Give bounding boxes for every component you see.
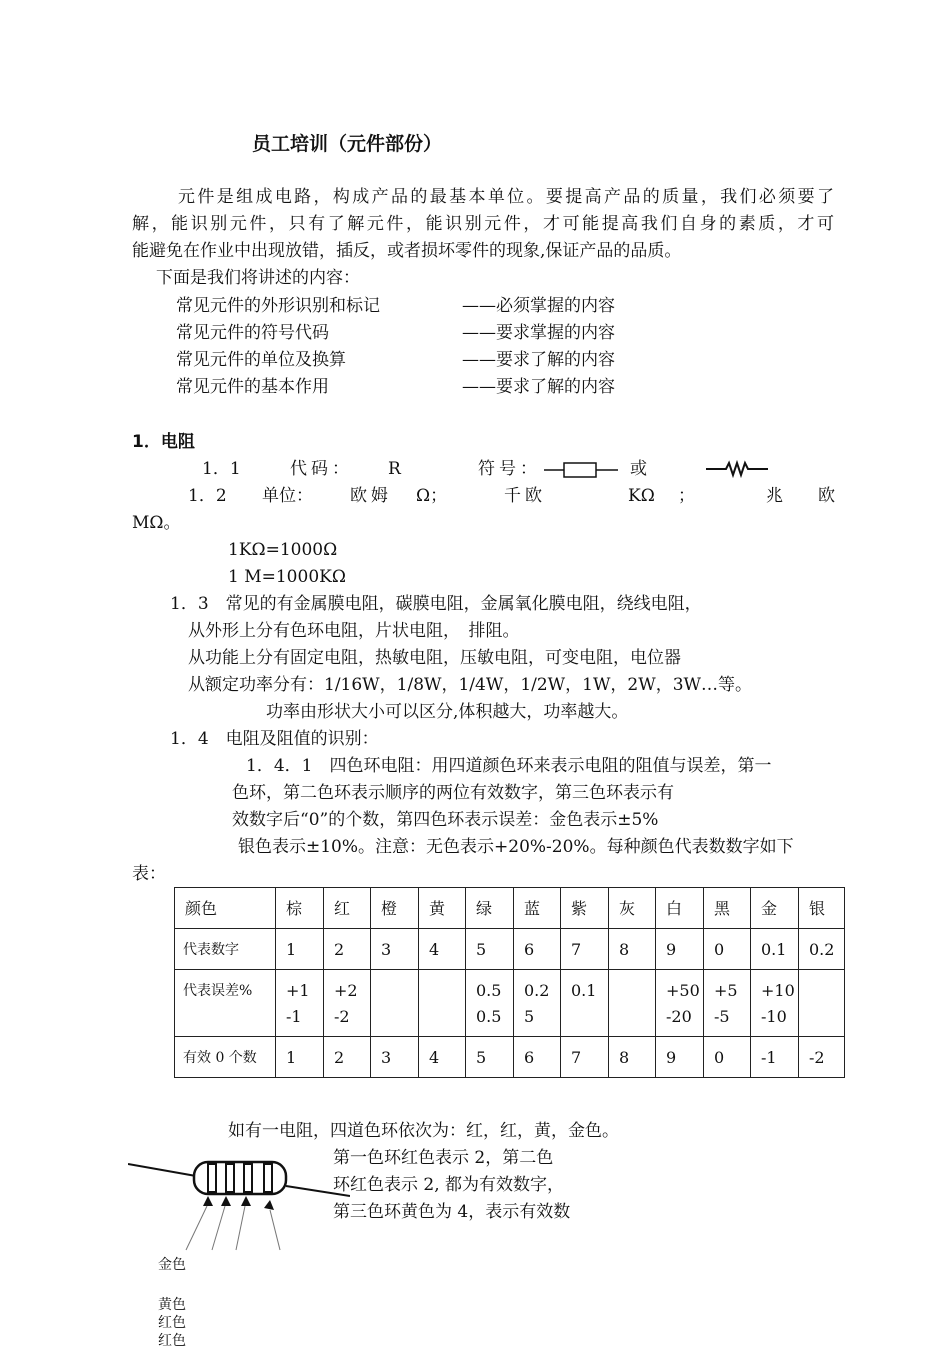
s13-line-5: 功率由形状大小可以区分,体积越大，功率越大。 [266,702,629,722]
cell-line: +10 [761,981,795,1000]
table-cell: 8 [609,1037,656,1078]
table-cell: -1 [751,1037,799,1078]
s12-number: 1．2 [188,486,227,506]
table-cell [561,970,609,1037]
table-cell: 2 [324,1037,371,1078]
cell-line: +1 [286,981,310,1000]
band-label-red: 红色 [158,1315,186,1331]
cell-line: 0.1 [571,981,597,1000]
unit-mohm-2: 欧 [818,486,835,506]
table-cell [276,970,324,1037]
table-cell: 5 [466,929,514,970]
table-header-row [175,888,845,929]
table-cell: 紫 [561,888,609,929]
cell-line: +2 [334,981,358,1000]
contents-requirement: ——要求了解的内容 [462,350,615,370]
table-cell: 3 [371,929,419,970]
table-cell [175,970,276,1037]
unit-ohm: 欧姆 [350,486,392,506]
table-cell: 棕 [276,888,324,929]
conversion-mohm: 1 M=1000KΩ [228,567,346,587]
s11-number: 1．1 [202,459,241,479]
s141-line-5: 表： [132,864,166,884]
table-cell: 白 [656,888,704,929]
s13-line-3: 从功能上分有固定电阻，热敏电阻，压敏电阻，可变电阻，电位器 [188,648,681,668]
resistor-zigzag-symbol-icon [706,460,768,478]
cell-line: -10 [761,1007,787,1026]
code-value: R [388,459,401,479]
table-cell: 3 [371,1037,419,1078]
contents-topic: 常见元件的单位及换算 [176,350,346,370]
contents-topic: 常见元件的符号代码 [176,323,329,343]
table-cell: 绿 [466,888,514,929]
table-cell: 黑 [704,888,751,929]
table-cell: 4 [419,929,466,970]
table-row [175,970,845,1037]
symbol-label: 符号： [478,459,541,479]
s13-line-4: 从额定功率分有：1/16W，1/8W，1/4W，1/2W，1W，2W，3W…等。 [188,675,753,695]
table-cell: 橙 [371,888,419,929]
s13-line-2: 从外形上分有色环电阻，片状电阻， 排阻。 [188,621,520,641]
table-cell: 红 [324,888,371,929]
s141-line-1: 1．4．1 四色环电阻：用四道颜色环来表示电阻的阻值与误差，第一 [246,756,772,776]
resistor-box-symbol-icon [544,459,618,481]
example-line-3: 环红色表示 2, 都为有效数字， [333,1175,565,1195]
band-label-red: 红色 [158,1333,186,1349]
section-heading-resistor: 1．电阻 [132,432,195,452]
table-row [175,929,845,970]
table-cell: 9 [656,929,704,970]
color-code-table [174,887,845,1078]
table-cell [466,970,514,1037]
example-line-2: 第一色环红色表示 2，第二色 [333,1148,554,1168]
table-cell: 0.1 [751,929,799,970]
table-cell: 银 [799,888,845,929]
table-cell [609,970,656,1037]
table-cell: 5 [466,1037,514,1078]
table-cell [751,970,799,1037]
cell-line: -1 [286,1007,302,1026]
conversion-kohm: 1KΩ=1000Ω [228,540,338,560]
table-cell [799,970,845,1037]
contents-topic: 常见元件的外形识别和标记 [176,296,380,316]
intro-line-2: 解，能识别元件，只有了解元件，能识别元件，才可能提高我们自身的素质，才可 [132,214,834,234]
cell-line: +5 [714,981,738,1000]
intro-line-3: 能避免在作业中出现放错，插反，或者损坏零件的现象,保证产品的品质。 [132,241,682,261]
band-label-gold: 金色 [158,1257,186,1273]
table-cell [704,970,751,1037]
table-cell: 0 [704,929,751,970]
cell-line: -2 [334,1007,350,1026]
intro-line-1: 元件是组成电路，构成产品的最基本单位。要提高产品的质量，我们必须要了 [178,187,834,207]
table-cell [656,970,704,1037]
cell-line: 代表误差% [183,983,253,999]
cell-line: 0.2 [524,981,550,1000]
cell-line: 0.5 [476,1007,502,1026]
table-cell [419,970,466,1037]
table-cell [514,970,561,1037]
unit-ohm-symbol: Ω； [416,486,448,506]
unit-kohm-symbol: KΩ [628,486,655,506]
cell-line: 5 [524,1007,535,1026]
s141-line-4: 银色表示±10%。注意：无色表示+20%-20%。每种颜色代表数数字如下 [238,837,794,857]
unit-label: 单位： [262,486,313,506]
band-label-yellow: 黄色 [158,1297,186,1313]
contents-requirement: ——必须掌握的内容 [462,296,615,316]
table-cell: 代表数字 [175,929,276,970]
example-line-1: 如有一电阻，四道色环依次为：红，红，黄，金色。 [228,1121,619,1141]
table-cell: 黄 [419,888,466,929]
unit-mohm-1: 兆 [766,486,783,506]
table-cell: 蓝 [514,888,561,929]
s13-line-1: 1．3 常见的有金属膜电阻，碳膜电阻，金属氧化膜电阻，绕线电阻， [170,594,702,614]
table-cell: 8 [609,929,656,970]
s14-heading: 1．4 电阻及阻值的识别： [170,729,379,749]
cell-line: 0.5 [476,981,502,1000]
example-line-4: 第三色环黄色为 4，表示有效数 [333,1202,571,1222]
s141-line-2: 色环，第二色环表示顺序的两位有效数字，第三色环表示有 [232,783,674,803]
table-cell: 6 [514,929,561,970]
cell-line: -20 [666,1007,692,1026]
unit-kohm: 千欧 [504,486,546,506]
table-cell: 2 [324,929,371,970]
color-band-resistor-illustration [128,1150,350,1255]
table-cell: 9 [656,1037,704,1078]
table-cell: 6 [514,1037,561,1078]
table-cell: 金 [751,888,799,929]
table-cell: 0.2 [799,929,845,970]
table-cell: 1 [276,1037,324,1078]
contents-lead: 下面是我们将讲述的内容： [156,268,360,288]
table-cell: 4 [419,1037,466,1078]
cell-line: -5 [714,1007,730,1026]
table-cell [371,970,419,1037]
symbol-or: 或 [630,459,647,479]
contents-requirement: ——要求掌握的内容 [462,323,615,343]
s141-line-3: 效数字后“0”的个数，第四色环表示误差：金色表示±5% [232,810,659,830]
code-label: 代码： [290,459,353,479]
unit-mohm-symbol: MΩ。 [132,513,181,533]
table-cell: 1 [276,929,324,970]
table-cell: 灰 [609,888,656,929]
table-cell: 颜色 [175,888,276,929]
table-cell: 0 [704,1037,751,1078]
table-cell [324,970,371,1037]
table-row [175,1037,845,1078]
cell-line: +50 [666,981,700,1000]
table-cell: 7 [561,1037,609,1078]
contents-requirement: ——要求了解的内容 [462,377,615,397]
table-cell: 7 [561,929,609,970]
unit-semicolon: ； [678,486,695,506]
table-cell: -2 [799,1037,845,1078]
contents-topic: 常见元件的基本作用 [176,377,329,397]
page-title: 员工培训（元件部份） [252,133,443,155]
table-cell: 有效 0 个数 [175,1037,276,1078]
